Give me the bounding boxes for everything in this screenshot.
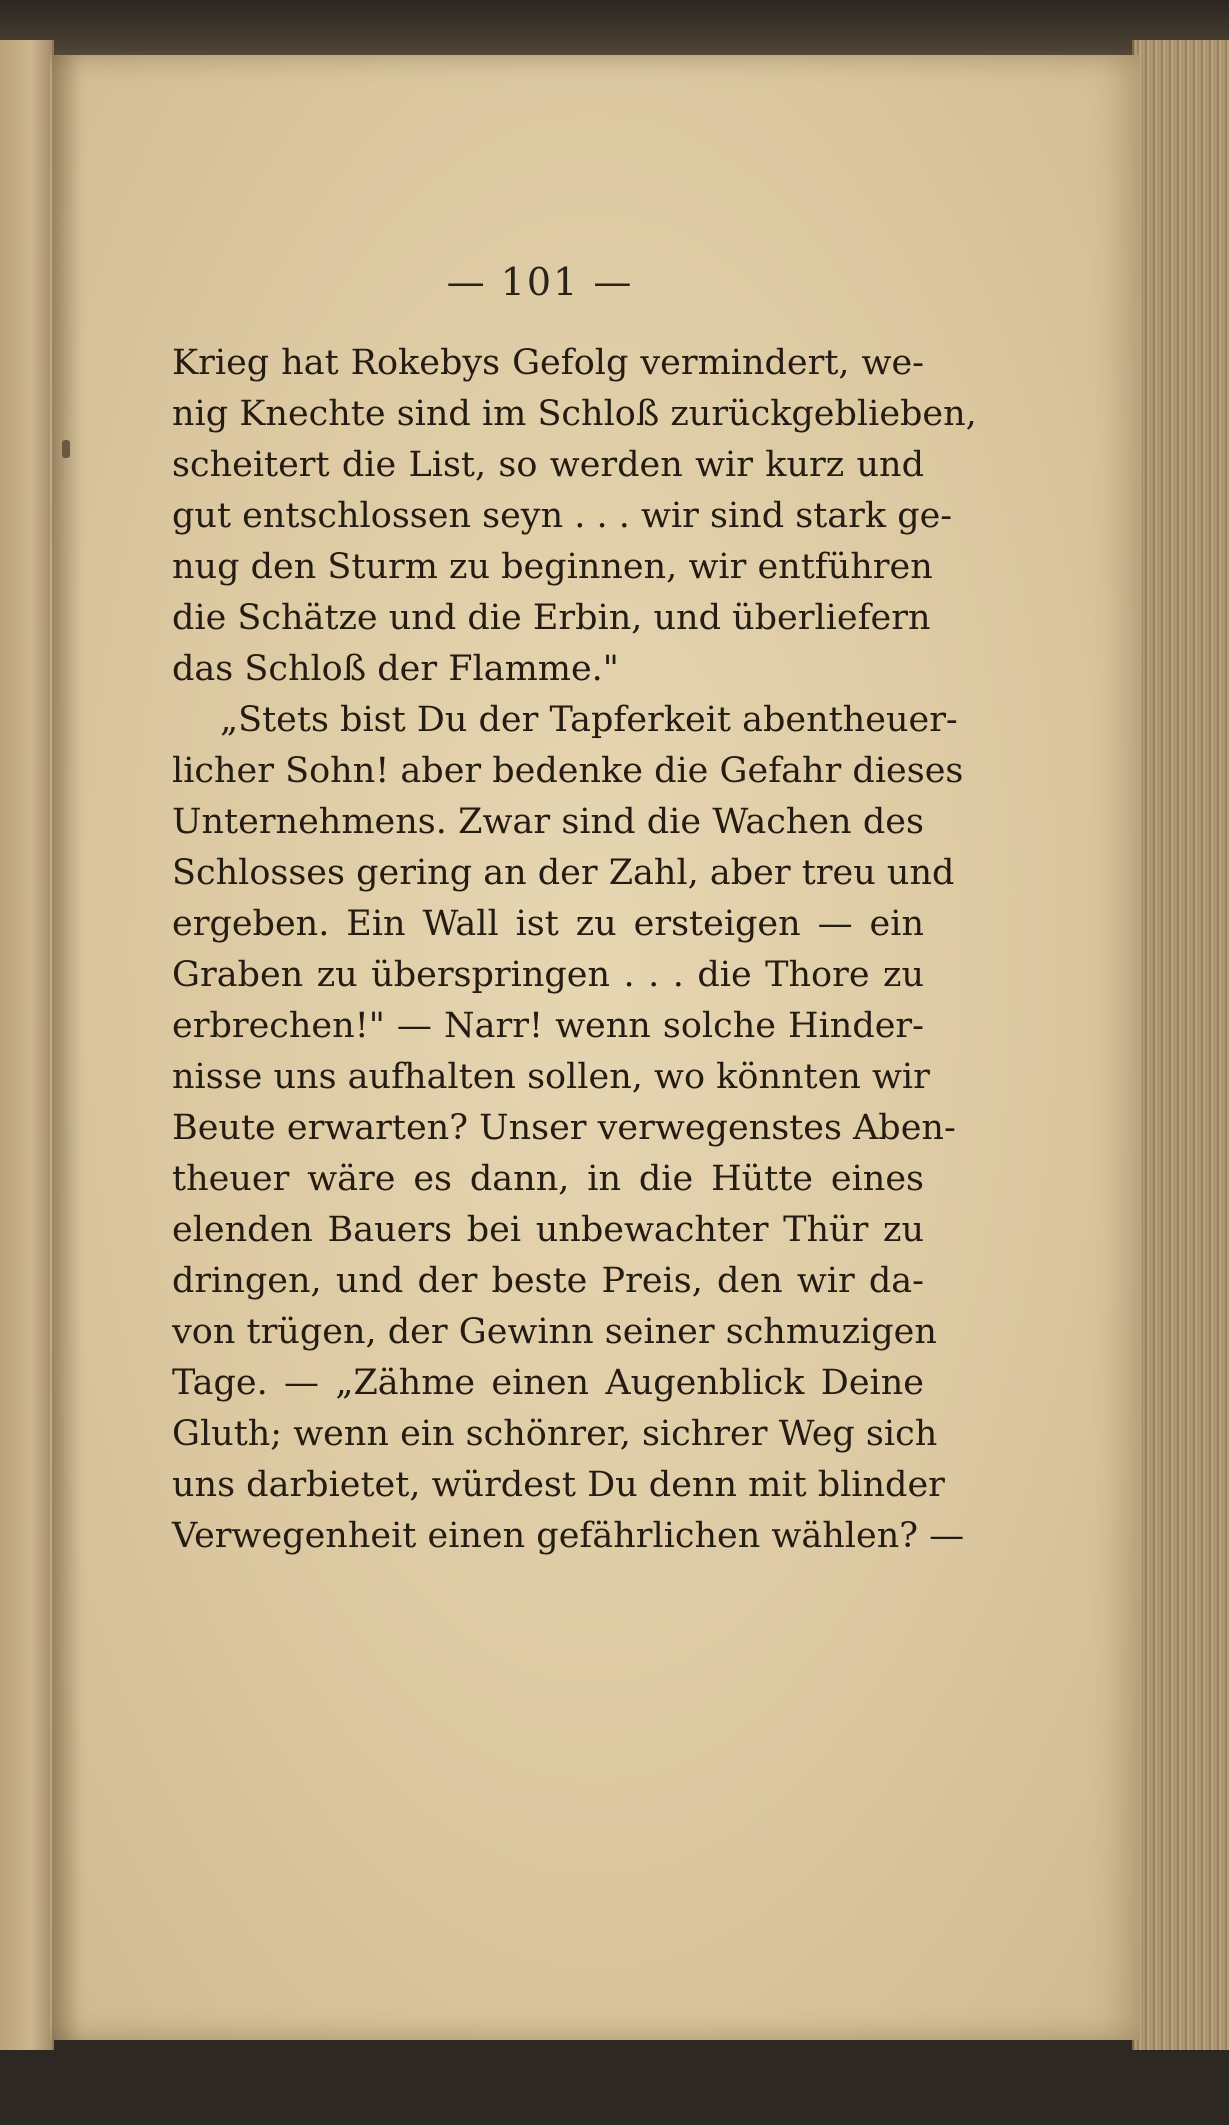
text-line: elenden Bauers bei unbewachter Thür zu	[172, 1210, 924, 1250]
text-line: nisse uns aufhalten sollen, wo könnten wir	[172, 1057, 930, 1097]
text-line: nig Knechte sind im Schloß zurückgeblieben,	[172, 394, 977, 434]
spine-shadow	[52, 55, 82, 2040]
text-line: nug den Sturm zu beginnen, wir entführen	[172, 547, 933, 587]
text-line: uns darbietet, würdest Du denn mit blinder	[172, 1465, 945, 1505]
text-line: Graben zu überspringen . . . die Thore zu	[172, 955, 924, 995]
text-line: dringen, und der beste Preis, den wir da-	[172, 1261, 924, 1301]
body-text	[172, 338, 977, 1562]
ink-stain	[62, 440, 70, 458]
text-line: die Schätze und die Erbin, und überliefern	[172, 598, 931, 638]
text-line: Gluth; wenn ein schönrer, sichrer Weg sich	[172, 1414, 938, 1454]
text-line: Krieg hat Rokebys Gefolg vermindert, we-	[172, 343, 924, 383]
page-stack-edge	[1132, 40, 1229, 2050]
text-line: ergeben. Ein Wall ist zu ersteigen — ein	[172, 904, 924, 944]
text-line: licher Sohn! aber bedenke die Gefahr dieses	[172, 751, 964, 791]
text-line: Beute erwarten? Unser verwegenstes Aben-	[172, 1108, 956, 1148]
page-number-header: — 101 —	[446, 260, 634, 304]
text-line: das Schloß der Flamme."	[172, 649, 619, 689]
text-line: Schlosses gering an der Zahl, aber treu und	[172, 853, 955, 893]
text-line: Unternehmens. Zwar sind die Wachen des	[172, 802, 924, 842]
text-line: theuer wäre es dann, in die Hütte eines	[172, 1159, 924, 1199]
text-line: gut entschlossen seyn . . . wir sind stark ge-	[172, 496, 953, 536]
text-line: erbrechen!" — Narr! wenn solche Hinder-	[172, 1006, 924, 1046]
text-line: von trügen, der Gewinn seiner schmuzigen	[172, 1312, 937, 1352]
text-line: Tage. — „Zähme einen Augenblick Deine	[172, 1363, 924, 1403]
text-line: scheitert die List, so werden wir kurz und	[172, 445, 924, 485]
text-line: „Stets bist Du der Tapferkeit abentheuer-	[220, 700, 958, 740]
text-line: Verwegenheit einen gefährlichen wählen? —	[172, 1516, 965, 1556]
book-cover-edge	[0, 40, 54, 2050]
